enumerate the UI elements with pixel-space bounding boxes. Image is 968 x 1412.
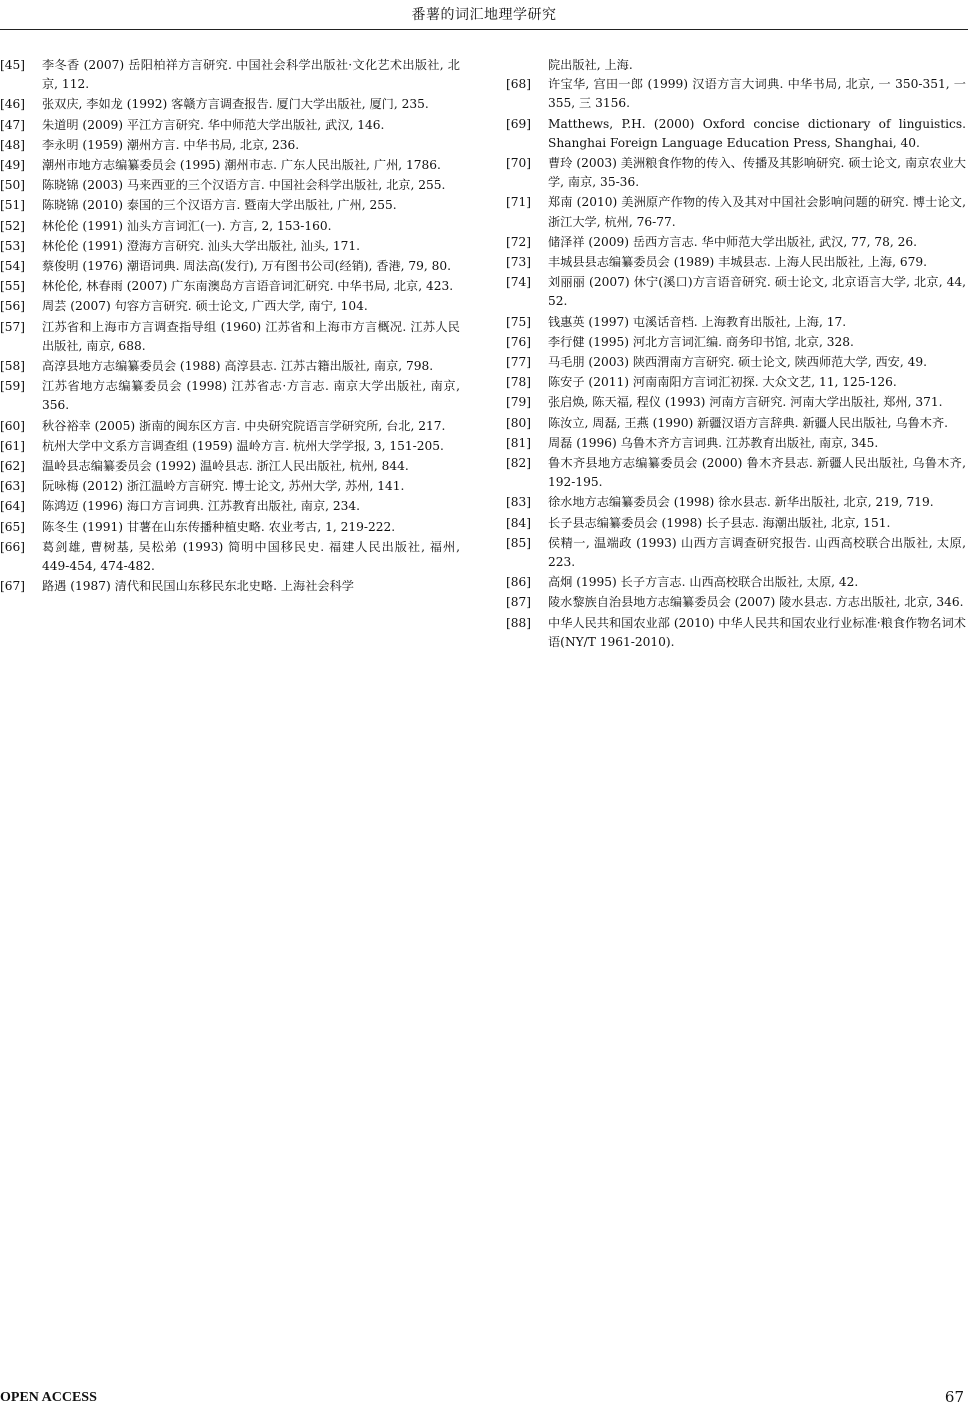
reference-text: 陈晓锦 (2003) 马来西亚的三个汉语方言. 中国社会科学出版社, 北京, 255. xyxy=(42,178,446,193)
reference-text: 江苏省地方志编纂委员会 (1998) 江苏省志·方言志. 南京大学出版社, 南京, 356. xyxy=(42,379,460,413)
reference-number: [82] xyxy=(506,456,532,471)
reference-text: 温岭县志编纂委员会 (1992) 温岭县志. 浙江人民出版社, 杭州, 844. xyxy=(42,459,409,474)
reference-item xyxy=(0,136,460,155)
reference-item xyxy=(0,457,460,476)
reference-number: [64] xyxy=(0,499,26,514)
reference-text: 陈汝立, 周磊, 王燕 (1990) 新疆汉语方言辞典. 新疆人民出版社, 乌鲁木齐. xyxy=(548,415,949,430)
page-number: 67 xyxy=(944,1388,964,1406)
reference-item xyxy=(506,273,966,311)
reference-item xyxy=(0,116,460,135)
reference-item xyxy=(506,233,966,252)
reference-text: 丰城县县志编纂委员会 (1989) 丰城县志. 上海人民出版社, 上海, 679. xyxy=(548,255,927,270)
reference-text: 李永明 (1959) 潮州方言. 中华书局, 北京, 236. xyxy=(42,137,300,152)
reference-number: [80] xyxy=(506,415,532,430)
reference-text: 葛剑雄, 曹树基, 吴松弟 (1993) 简明中国移民史. 福建人民出版社, 福州, 449-454, 474-482. xyxy=(42,539,460,574)
reference-item xyxy=(506,493,966,512)
reference-item xyxy=(506,253,966,272)
reference-item xyxy=(0,217,460,236)
reference-item xyxy=(0,95,460,114)
reference-text: 许宝华, 宫田一郎 (1999) 汉语方言大词典. 中华书局, 北京, 一 350-351, 一 355, 三 3156. xyxy=(548,77,966,111)
reference-number: [67] xyxy=(0,579,26,594)
reference-text: 潮州市地方志编纂委员会 (1995) 潮州市志. 广东人民出版社, 广州, 1786. xyxy=(42,158,441,173)
reference-number: [55] xyxy=(0,279,26,294)
reference-text: 高炯 (1995) 长子方言志. 山西高校联合出版社, 太原, 42. xyxy=(548,575,859,590)
reference-number: [77] xyxy=(506,355,532,370)
reference-number: [71] xyxy=(506,195,532,210)
reference-item xyxy=(506,75,966,113)
reference-text: 陈安子 (2011) 河南南阳方言词汇初探. 大众文艺, 11, 125-126. xyxy=(548,375,897,390)
reference-number: [54] xyxy=(0,259,26,274)
reference-item xyxy=(0,437,460,456)
reference-text: 徐水地方志编纂委员会 (1998) 徐水县志. 新华出版社, 北京, 219, 719. xyxy=(548,495,934,510)
reference-item xyxy=(0,417,460,436)
reference-text: 林伦伦 (1991) 澄海方言研究. 汕头大学出版社, 汕头, 171. xyxy=(42,238,361,253)
open-access-label: OPEN ACCESS xyxy=(0,1390,97,1405)
reference-item xyxy=(0,156,460,175)
reference-number: [51] xyxy=(0,198,26,213)
reference-number: [49] xyxy=(0,158,26,173)
reference-text: 江苏省和上海市方言调查指导组 (1960) 江苏省和上海市方言概况. 江苏人民出版社, 南京, 688. xyxy=(42,319,460,353)
reference-item xyxy=(0,176,460,195)
reference-item xyxy=(0,56,460,94)
reference-number: [85] xyxy=(506,535,532,550)
reference-text: 周芸 (2007) 句容方言研究. 硕士论文, 广西大学, 南宁, 104. xyxy=(42,299,368,314)
reference-number: [48] xyxy=(0,137,26,152)
reference-text: 杭州大学中文系方言调查组 (1959) 温岭方言. 杭州大学学报, 3, 151-205. xyxy=(42,438,444,453)
reference-text: 朱道明 (2009) 平江方言研究. 华中师范大学出版社, 武汉, 146. xyxy=(42,117,385,132)
reference-item xyxy=(506,313,966,332)
reference-number: [60] xyxy=(0,418,26,433)
reference-number: [75] xyxy=(506,314,532,329)
header-rule xyxy=(0,29,968,30)
reference-number: [57] xyxy=(0,319,26,334)
reference-number: [62] xyxy=(0,459,26,474)
reference-number: [78] xyxy=(506,375,532,390)
left-reference-column xyxy=(0,56,460,597)
reference-item xyxy=(506,434,966,453)
reference-item xyxy=(506,154,966,192)
reference-number: [70] xyxy=(506,156,532,171)
reference-text: 周磊 (1996) 乌鲁木齐方言词典. 江苏教育出版社, 南京, 345. xyxy=(548,435,879,450)
reference-item xyxy=(0,497,460,516)
reference-item xyxy=(0,297,460,316)
reference-text: 陈鸿迈 (1996) 海口方言词典. 江苏教育出版社, 南京, 234. xyxy=(42,499,361,514)
reference-number: [61] xyxy=(0,438,26,453)
reference-number: [83] xyxy=(506,495,532,510)
reference-item xyxy=(506,373,966,392)
reference-number: [52] xyxy=(0,218,26,233)
running-header: 番薯的词汇地理学研究 xyxy=(411,7,557,23)
reference-text: 钱惠英 (1997) 屯溪话音档. 上海教育出版社, 上海, 17. xyxy=(548,314,847,329)
reference-number: [63] xyxy=(0,479,26,494)
reference-item xyxy=(0,538,460,576)
reference-text: 路遇 (1987) 清代和民国山东移民东北史略. 上海社会科学 xyxy=(42,579,354,594)
reference-number: [76] xyxy=(506,334,532,349)
reference-text: 林伦伦, 林春雨 (2007) 广东南澳岛方言语音词汇研究. 中华书局, 北京, 423. xyxy=(42,279,454,294)
reference-number: [45] xyxy=(0,58,26,72)
reference-number: [84] xyxy=(506,515,532,530)
reference-number: [74] xyxy=(506,275,532,290)
reference-text: 长子县志编纂委员会 (1998) 长子县志. 海潮出版社, 北京, 151. xyxy=(548,515,891,530)
reference-item xyxy=(506,454,966,492)
reference-number: [53] xyxy=(0,238,26,253)
reference-item xyxy=(506,534,966,572)
reference-item xyxy=(506,353,966,372)
reference-item xyxy=(506,514,966,533)
reference-item xyxy=(0,277,460,296)
reference-text: 中华人民共和国农业部 (2010) 中华人民共和国农业行业标准·粮食作物名词术语(NY/T 1961-2010). xyxy=(548,615,966,649)
reference-text: 李冬香 (2007) 岳阳柏祥方言研究. 中国社会科学出版社·文化艺术出版社, 北京, 112. xyxy=(42,58,460,92)
reference-item xyxy=(506,333,966,352)
reference-text: 陵水黎族自治县地方志编纂委员会 (2007) 陵水县志. 方志出版社, 北京, 346. xyxy=(548,595,964,610)
reference-text: 李行健 (1995) 河北方言词汇编. 商务印书馆, 北京, 328. xyxy=(548,334,854,349)
reference-number: [69] xyxy=(506,116,532,131)
reference-number: [66] xyxy=(0,539,26,554)
reference-number: [59] xyxy=(0,379,26,394)
reference-text: 陈冬生 (1991) 甘薯在山东传播种植史略. 农业考古, 1, 219-222. xyxy=(42,519,396,534)
reference-text: 阮咏梅 (2012) 浙江温岭方言研究. 博士论文, 苏州大学, 苏州, 141. xyxy=(42,479,405,494)
reference-item xyxy=(0,257,460,276)
reference-text: 秋谷裕幸 (2005) 浙南的闽东区方言. 中央研究院语言学研究所, 台北, 217. xyxy=(42,418,446,433)
reference-number: [79] xyxy=(506,395,532,410)
reference-text: 曹玲 (2003) 美洲粮食作物的传入、传播及其影响研究. 硕士论文, 南京农业大学, 南京, 35-36. xyxy=(548,156,966,190)
reference-item xyxy=(0,518,460,537)
reference-number: [47] xyxy=(0,117,26,132)
reference-number: [50] xyxy=(0,178,26,193)
reference-text: 刘丽丽 (2007) 休宁(溪口)方言语音研究. 硕士论文, 北京语言大学, 北京, 44, 52. xyxy=(548,275,966,309)
reference-number: [56] xyxy=(0,299,26,314)
reference-item xyxy=(506,593,966,612)
reference-item xyxy=(506,414,966,433)
reference-item xyxy=(0,237,460,256)
reference-item xyxy=(506,614,966,652)
reference-number: [72] xyxy=(506,234,532,249)
reference-text: 高淳县地方志编纂委员会 (1988) 高淳县志. 江苏古籍出版社, 南京, 798. xyxy=(42,359,434,374)
reference-text: 马毛朋 (2003) 陕西渭南方言研究. 硕士论文, 陕西师范大学, 西安, 49. xyxy=(548,355,927,370)
reference-item xyxy=(0,357,460,376)
reference-text: 陈晓锦 (2010) 泰国的三个汉语方言. 暨南大学出版社, 广州, 255. xyxy=(42,198,397,213)
reference-number: [46] xyxy=(0,97,26,112)
reference-text: 蔡俊明 (1976) 潮语词典. 周法高(发行), 万有图书公司(经销), 香港, 79, 80. xyxy=(42,259,452,274)
reference-text: 储泽祥 (2009) 岳西方言志. 华中师范大学出版社, 武汉, 77, 78, 26. xyxy=(548,234,917,249)
reference-continuation: 院出版社, 上海. xyxy=(548,58,633,72)
reference-item xyxy=(0,477,460,496)
reference-number: [88] xyxy=(506,615,532,630)
reference-item xyxy=(506,115,966,153)
reference-text: 郑南 (2010) 美洲原产作物的传入及其对中国社会影响问题的研究. 博士论文, 浙江大学, 杭州, 76-77. xyxy=(548,195,966,229)
reference-text: 鲁木齐县地方志编纂委员会 (2000) 鲁木齐县志. 新疆人民出版社, 乌鲁木齐, 192-195. xyxy=(548,456,966,490)
reference-item xyxy=(506,393,966,412)
reference-text: 张启焕, 陈天福, 程仪 (1993) 河南方言研究. 河南大学出版社, 郑州, 371. xyxy=(548,395,943,410)
right-reference-column xyxy=(506,56,966,653)
reference-number: [73] xyxy=(506,255,532,270)
reference-number: [65] xyxy=(0,519,26,534)
reference-item xyxy=(506,573,966,592)
reference-item xyxy=(0,377,460,415)
reference-item xyxy=(506,193,966,231)
reference-text: 林伦伦 (1991) 汕头方言词汇(一). 方言, 2, 153-160. xyxy=(42,218,332,233)
reference-number: [68] xyxy=(506,77,532,92)
reference-item xyxy=(0,318,460,356)
reference-item xyxy=(0,577,460,596)
reference-number: [86] xyxy=(506,575,532,590)
reference-item xyxy=(0,196,460,215)
reference-text: 侯精一, 温端政 (1993) 山西方言调查研究报告. 山西高校联合出版社, 太原, 223. xyxy=(548,535,966,570)
reference-number: [58] xyxy=(0,359,26,374)
reference-text: Matthews, P.H. (2000) Oxford concise dictionary of linguistics. Shanghai Foreign Language Education Press, Shanghai, 40. xyxy=(548,116,966,150)
reference-text: 张双庆, 李如龙 (1992) 客赣方言调查报告. 厦门大学出版社, 厦门, 235. xyxy=(42,97,429,112)
reference-number: [81] xyxy=(506,435,532,450)
reference-number: [87] xyxy=(506,595,532,610)
